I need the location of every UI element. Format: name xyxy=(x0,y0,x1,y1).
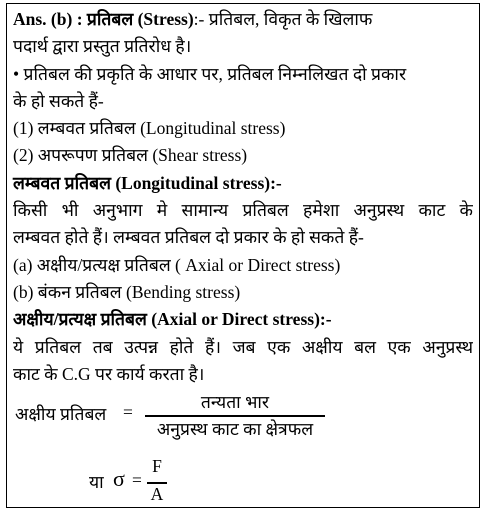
longitudinal-sub-b: (b) बंकन प्रतिबल (Bending stress) xyxy=(13,281,241,302)
sigma-denominator: A xyxy=(150,484,164,504)
formula-or: या xyxy=(89,472,104,492)
formula-equals: = xyxy=(123,402,133,422)
longitudinal-text-1: किसी भी अनुभाग मे सामान्य प्रतिबल हमेशा अनुप्रस्थ काट के xyxy=(13,200,473,221)
types-intro-line-2: के हो सकते हैं- xyxy=(13,90,104,111)
axial-text-1: ये प्रतिबल तब उत्पन्न होते हैं। जब एक अक्षीय बल एक अनुप्रस्थ xyxy=(13,336,473,357)
formula-denominator: अनुप्रस्थ काट का क्षेत्रफल xyxy=(156,419,314,439)
axial-heading-hi: अक्षीय/प्रत्यक्ष प्रतिबल xyxy=(13,309,147,330)
sigma-symbol: σ xyxy=(113,466,125,491)
stress-term-en: (Stress) xyxy=(137,9,194,29)
type-item-2: (2) अपरूपण प्रतिबल (Shear stress) xyxy=(13,145,248,166)
longitudinal-heading-en: (Longitudinal stress):- xyxy=(115,172,282,193)
answer-prefix: Ans. (b) : xyxy=(13,9,87,29)
stress-definition-end: पदार्थ द्वारा प्रस्तुत प्रतिरोध है। xyxy=(13,36,192,57)
sigma-equals: = xyxy=(132,470,142,490)
types-intro-line-1: • प्रतिबल की प्रकृति के आधार पर, प्रतिबल निम्नलिखत दो प्रकार xyxy=(13,63,407,84)
type-item-1: (1) लम्बवत प्रतिबल (Longitudinal stress) xyxy=(13,118,286,139)
formula-label: अक्षीय प्रतिबल xyxy=(15,404,107,424)
longitudinal-heading-hi: लम्बवत प्रतिबल xyxy=(13,172,111,193)
longitudinal-heading xyxy=(13,170,473,197)
longitudinal-text-2: लम्बवत होते हैं। लम्बवत प्रतिबल दो प्रकार के हो सकते हैं- xyxy=(13,227,364,248)
stress-term: प्रतिबल xyxy=(86,9,134,29)
axial-heading-en: (Axial or Direct stress):- xyxy=(151,309,332,330)
formula-numerator: तन्यता भार xyxy=(200,392,270,412)
sigma-numerator: F xyxy=(152,456,162,476)
answer-box xyxy=(6,3,480,508)
axial-heading xyxy=(13,306,473,333)
axial-text-2: काट के C.G पर कार्य करता है। xyxy=(13,363,205,384)
longitudinal-sub-a: (a) अक्षीय/प्रत्यक्ष प्रतिबल ( Axial or Direct stress) xyxy=(13,254,341,275)
stress-definition-start: :- प्रतिबल, विकृत के खिलाफ xyxy=(193,9,373,29)
answer-line-1 xyxy=(13,6,473,33)
